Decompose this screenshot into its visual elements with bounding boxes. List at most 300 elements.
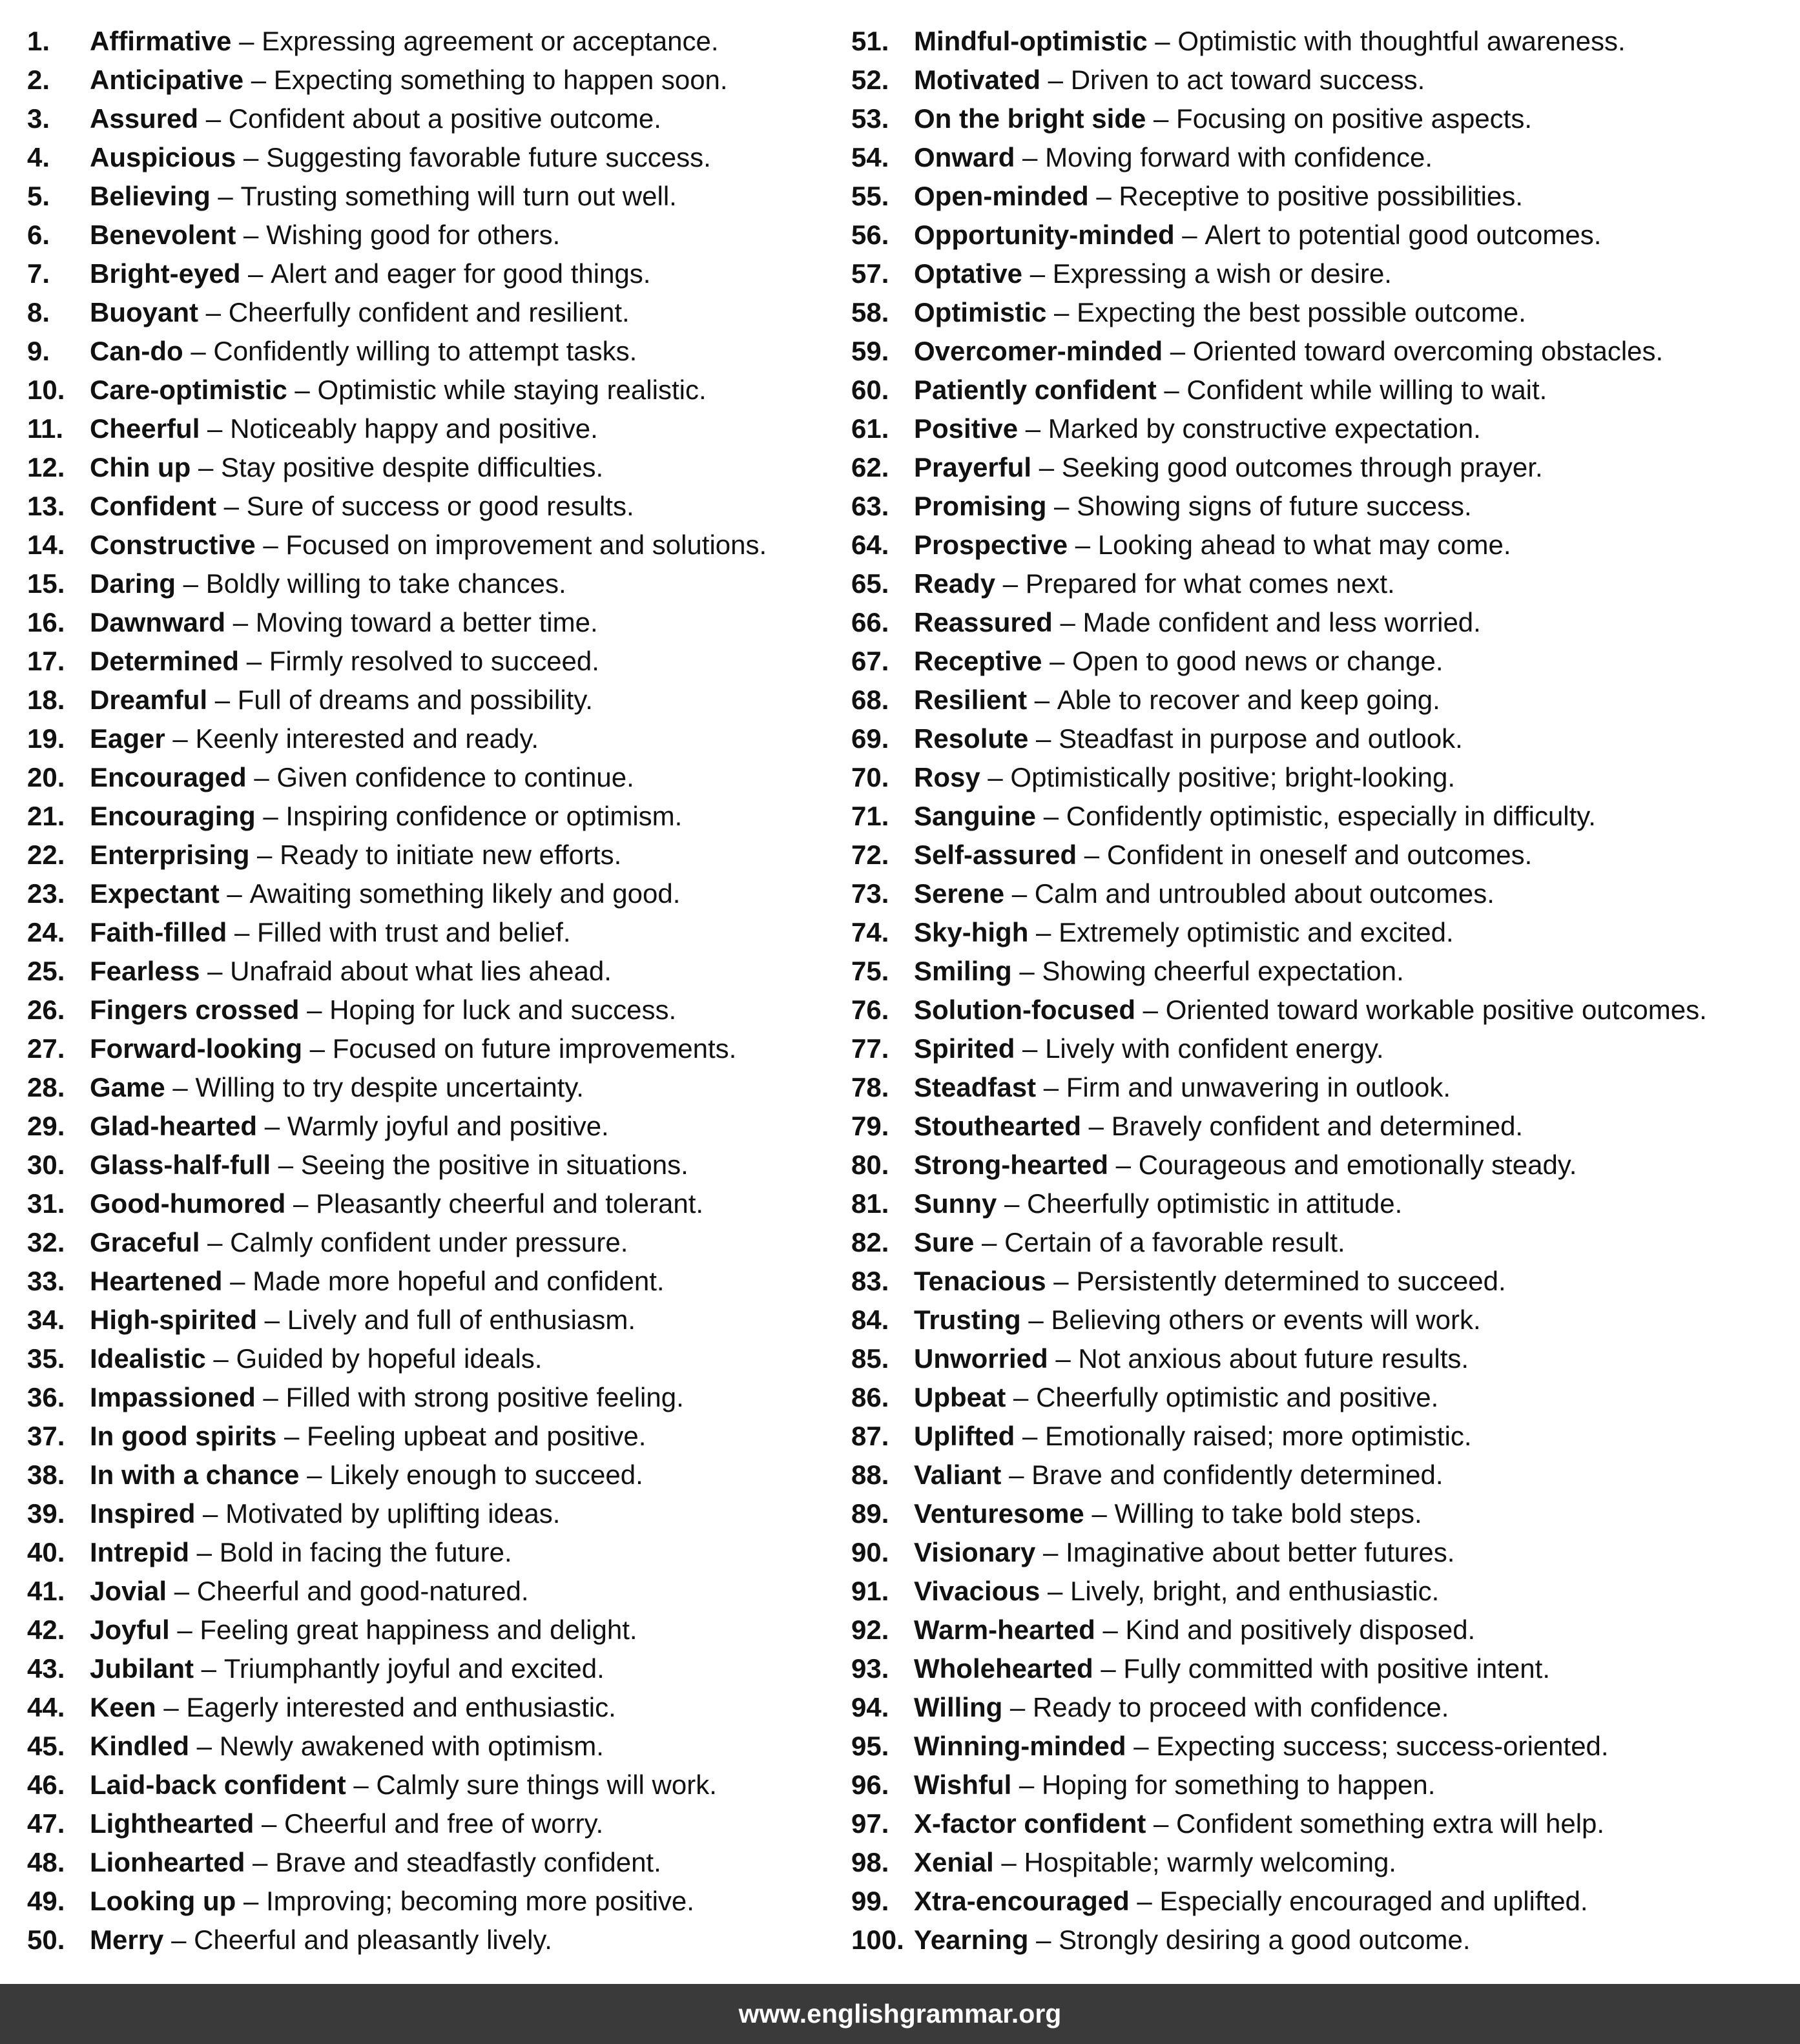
item-separator: – xyxy=(1077,840,1107,870)
item-definition: Certain of a favorable result. xyxy=(1004,1227,1345,1257)
list-item xyxy=(27,448,834,487)
item-definition: Moving toward a better time. xyxy=(255,607,598,637)
item-number: 79. xyxy=(851,1111,889,1141)
list-item xyxy=(27,642,834,681)
item-number: 37. xyxy=(27,1421,65,1451)
item-definition: Focused on future improvements. xyxy=(332,1033,737,1064)
list-item xyxy=(27,409,834,448)
item-number: 80. xyxy=(851,1150,889,1180)
item-term: Winning-minded xyxy=(914,1731,1126,1761)
item-definition: Marked by constructive expectation. xyxy=(1048,413,1481,444)
list-item xyxy=(27,1184,834,1223)
item-definition: Eagerly interested and enthusiastic. xyxy=(186,1692,616,1722)
list-item xyxy=(851,332,1788,371)
item-number: 88. xyxy=(851,1460,889,1490)
item-term: Assured xyxy=(90,103,199,134)
item-definition: Ready to initiate new efforts. xyxy=(280,840,622,870)
item-separator: – xyxy=(1040,1576,1071,1606)
item-definition: Lively and full of enthusiasm. xyxy=(287,1305,636,1335)
item-number: 24. xyxy=(27,917,65,947)
item-number: 43. xyxy=(27,1653,65,1684)
item-term: Vivacious xyxy=(914,1576,1040,1606)
item-number: 12. xyxy=(27,452,65,482)
item-definition: Confidently willing to attempt tasks. xyxy=(213,336,637,366)
list-item xyxy=(851,1766,1788,1804)
item-number: 83. xyxy=(851,1266,889,1296)
item-number: 1. xyxy=(27,26,50,56)
item-definition: Expressing a wish or desire. xyxy=(1052,258,1392,289)
item-definition: Bravely confident and determined. xyxy=(1111,1111,1524,1141)
item-separator: – xyxy=(1002,1692,1033,1722)
item-definition: Cheerful and pleasantly lively. xyxy=(194,1925,552,1955)
item-term: Intrepid xyxy=(90,1537,189,1567)
item-number: 94. xyxy=(851,1692,889,1722)
item-definition: Given confidence to continue. xyxy=(276,762,634,792)
item-number: 74. xyxy=(851,917,889,947)
item-number: 31. xyxy=(27,1188,65,1219)
item-definition: Awaiting something likely and good. xyxy=(249,878,681,909)
item-number: 20. xyxy=(27,762,65,792)
list-item xyxy=(851,1146,1788,1184)
item-definition: Brave and confidently determined. xyxy=(1031,1460,1443,1490)
item-definition: Receptive to positive possibilities. xyxy=(1119,181,1524,211)
list-item xyxy=(851,1068,1788,1107)
item-term: Overcomer-minded xyxy=(914,336,1163,366)
item-number: 78. xyxy=(851,1072,889,1102)
list-item xyxy=(851,448,1788,487)
item-separator: – xyxy=(200,413,231,444)
item-term: Buoyant xyxy=(90,297,198,327)
item-definition: Extremely optimistic and excited. xyxy=(1059,917,1454,947)
item-definition: Courageous and emotionally steady. xyxy=(1138,1150,1577,1180)
list-item xyxy=(27,22,834,61)
list-item xyxy=(851,99,1788,138)
item-term: Constructive xyxy=(90,530,256,560)
item-term: Enterprising xyxy=(90,840,250,870)
word-list-right-column xyxy=(851,22,1788,1959)
item-term: Resolute xyxy=(914,723,1029,754)
item-definition: Seeking good outcomes through prayer. xyxy=(1061,452,1543,482)
item-definition: Persistently determined to succeed. xyxy=(1076,1266,1506,1296)
item-definition: Imaginative about better futures. xyxy=(1066,1537,1455,1567)
item-number: 91. xyxy=(851,1576,889,1606)
item-separator: – xyxy=(299,1460,330,1490)
item-number: 71. xyxy=(851,801,889,831)
item-number: 84. xyxy=(851,1305,889,1335)
item-term: Patiently confident xyxy=(914,375,1157,405)
list-item xyxy=(851,22,1788,61)
item-definition: Boldly willing to take chances. xyxy=(205,568,566,599)
list-item xyxy=(27,1417,834,1456)
item-term: Strong-hearted xyxy=(914,1150,1109,1180)
item-number: 28. xyxy=(27,1072,65,1102)
item-number: 27. xyxy=(27,1033,65,1064)
item-number: 55. xyxy=(851,181,889,211)
item-definition: Noticeably happy and positive. xyxy=(230,413,598,444)
item-separator: – xyxy=(163,1925,194,1955)
item-number: 50. xyxy=(27,1925,65,1955)
item-number: 18. xyxy=(27,685,65,715)
item-term: Stouthearted xyxy=(914,1111,1082,1141)
item-number: 100. xyxy=(851,1925,904,1955)
item-separator: – xyxy=(227,917,258,947)
item-definition: Lively, bright, and enthusiastic. xyxy=(1070,1576,1440,1606)
list-item xyxy=(851,1804,1788,1843)
item-separator: – xyxy=(1006,1382,1037,1412)
item-term: Motivated xyxy=(914,65,1041,95)
item-term: Onward xyxy=(914,142,1015,172)
list-item xyxy=(27,564,834,603)
list-item xyxy=(851,642,1788,681)
list-item xyxy=(851,254,1788,293)
item-term: Idealistic xyxy=(90,1343,206,1374)
item-term: Cheerful xyxy=(90,413,200,444)
item-definition: Sure of success or good results. xyxy=(246,491,634,521)
item-separator: – xyxy=(1081,1111,1112,1141)
item-number: 44. xyxy=(27,1692,65,1722)
item-number: 10. xyxy=(27,375,65,405)
item-separator: – xyxy=(236,142,267,172)
item-definition: Trusting something will turn out well. xyxy=(240,181,677,211)
item-definition: Calmly sure things will work. xyxy=(376,1770,717,1800)
item-definition: Open to good news or change. xyxy=(1072,646,1443,676)
item-separator: – xyxy=(1095,1615,1126,1645)
list-item xyxy=(851,1417,1788,1456)
item-definition: Confident while willing to wait. xyxy=(1186,375,1547,405)
item-term: Positive xyxy=(914,413,1019,444)
list-item xyxy=(27,332,834,371)
item-separator: – xyxy=(1028,917,1059,947)
item-term: Venturesome xyxy=(914,1498,1084,1529)
item-number: 54. xyxy=(851,142,889,172)
item-number: 97. xyxy=(851,1808,889,1839)
list-item xyxy=(27,1843,834,1882)
list-item xyxy=(27,293,834,332)
item-separator: – xyxy=(346,1770,377,1800)
item-separator: – xyxy=(1088,181,1119,211)
list-item xyxy=(27,797,834,836)
list-item xyxy=(851,1339,1788,1378)
item-separator: – xyxy=(1126,1731,1157,1761)
item-number: 7. xyxy=(27,258,50,289)
list-item xyxy=(851,1107,1788,1146)
list-item xyxy=(27,913,834,952)
list-item xyxy=(27,1107,834,1146)
item-term: Optimistic xyxy=(914,297,1047,327)
item-number: 49. xyxy=(27,1886,65,1916)
item-definition: Especially encouraged and uplifted. xyxy=(1159,1886,1588,1916)
item-separator: – xyxy=(993,1847,1024,1877)
item-separator: – xyxy=(1146,1808,1177,1839)
item-number: 30. xyxy=(27,1150,65,1180)
list-item xyxy=(851,603,1788,642)
item-number: 11. xyxy=(27,413,64,444)
list-item xyxy=(851,1649,1788,1688)
item-number: 52. xyxy=(851,65,889,95)
list-item xyxy=(851,61,1788,99)
item-separator: – xyxy=(1020,1305,1051,1335)
item-definition: Firmly resolved to succeed. xyxy=(269,646,599,676)
item-term: Optative xyxy=(914,258,1023,289)
list-item xyxy=(27,61,834,99)
item-term: Visionary xyxy=(914,1537,1036,1567)
item-term: Expectant xyxy=(90,878,220,909)
list-item xyxy=(851,1572,1788,1611)
item-definition: Guided by hopeful ideals. xyxy=(236,1343,543,1374)
item-term: In good spirits xyxy=(90,1421,277,1451)
item-term: Smiling xyxy=(914,956,1012,986)
item-term: Valiant xyxy=(914,1460,1002,1490)
item-separator: – xyxy=(207,685,238,715)
item-definition: Strongly desiring a good outcome. xyxy=(1059,1925,1471,1955)
item-definition: Looking ahead to what may come. xyxy=(1097,530,1511,560)
item-separator: – xyxy=(1129,1886,1160,1916)
item-separator: – xyxy=(1018,413,1048,444)
item-number: 38. xyxy=(27,1460,65,1490)
item-separator: – xyxy=(1174,220,1205,250)
item-term: Rosy xyxy=(914,762,980,792)
item-number: 40. xyxy=(27,1537,65,1567)
list-item xyxy=(851,1223,1788,1262)
item-term: Can-do xyxy=(90,336,183,366)
item-definition: Filled with strong positive feeling. xyxy=(285,1382,684,1412)
list-item xyxy=(851,1494,1788,1533)
item-term: High-spirited xyxy=(90,1305,257,1335)
item-definition: Able to recover and keep going. xyxy=(1057,685,1440,715)
footer-banner xyxy=(0,1984,1800,2044)
item-definition: Inspiring confidence or optimism. xyxy=(285,801,683,831)
item-number: 95. xyxy=(851,1731,889,1761)
item-term: Opportunity-minded xyxy=(914,220,1175,250)
item-separator: – xyxy=(1108,1150,1139,1180)
item-number: 32. xyxy=(27,1227,65,1257)
list-item xyxy=(851,1029,1788,1068)
list-item xyxy=(27,1262,834,1301)
item-definition: Prepared for what comes next. xyxy=(1025,568,1395,599)
item-definition: Moving forward with confidence. xyxy=(1045,142,1433,172)
list-item xyxy=(851,564,1788,603)
item-separator: – xyxy=(1048,1343,1079,1374)
item-term: Anticipative xyxy=(90,65,244,95)
item-term: Resilient xyxy=(914,685,1028,715)
item-definition: Expressing agreement or acceptance. xyxy=(262,26,719,56)
item-definition: Expecting success; success-oriented. xyxy=(1156,1731,1609,1761)
list-item xyxy=(27,1611,834,1649)
item-term: Glad-hearted xyxy=(90,1111,258,1141)
item-term: Eager xyxy=(90,723,165,754)
item-definition: Showing signs of future success. xyxy=(1077,491,1472,521)
item-number: 98. xyxy=(851,1847,889,1877)
item-term: Unworried xyxy=(914,1343,1048,1374)
item-term: Tenacious xyxy=(914,1266,1046,1296)
item-number: 16. xyxy=(27,607,65,637)
item-number: 89. xyxy=(851,1498,889,1529)
item-number: 21. xyxy=(27,801,65,831)
item-definition: Triumphantly joyful and excited. xyxy=(223,1653,605,1684)
item-term: Wishful xyxy=(914,1770,1012,1800)
item-definition: Hoping for something to happen. xyxy=(1041,1770,1436,1800)
item-definition: Made more hopeful and confident. xyxy=(253,1266,665,1296)
list-item xyxy=(27,177,834,216)
item-separator: – xyxy=(255,801,286,831)
list-item xyxy=(27,1921,834,1959)
item-term: Xenial xyxy=(914,1847,994,1877)
item-separator: – xyxy=(302,1033,333,1064)
item-separator: – xyxy=(271,1150,301,1180)
item-definition: Not anxious about future results. xyxy=(1078,1343,1469,1374)
item-term: Kindled xyxy=(90,1731,189,1761)
list-item xyxy=(27,1301,834,1339)
item-separator: – xyxy=(1084,1498,1115,1529)
list-item xyxy=(27,1649,834,1688)
list-item xyxy=(27,1533,834,1572)
item-definition: Alert and eager for good things. xyxy=(271,258,651,289)
item-term: Inspired xyxy=(90,1498,196,1529)
item-number: 13. xyxy=(27,491,65,521)
item-term: Lighthearted xyxy=(90,1808,254,1839)
list-item xyxy=(851,1262,1788,1301)
item-term: In with a chance xyxy=(90,1460,300,1490)
list-item xyxy=(27,216,834,254)
item-separator: – xyxy=(1156,375,1187,405)
list-item xyxy=(27,526,834,564)
item-number: 93. xyxy=(851,1653,889,1684)
item-definition: Steadfast in purpose and outlook. xyxy=(1059,723,1463,754)
item-number: 62. xyxy=(851,452,889,482)
item-number: 81. xyxy=(851,1188,889,1219)
item-definition: Oriented toward workable positive outcomes. xyxy=(1165,995,1707,1025)
item-separator: – xyxy=(255,1382,286,1412)
item-separator: – xyxy=(285,1188,316,1219)
item-term: Game xyxy=(90,1072,165,1102)
item-definition: Unafraid about what lies ahead. xyxy=(230,956,612,986)
item-term: Open-minded xyxy=(914,181,1089,211)
item-separator: – xyxy=(1015,142,1046,172)
item-number: 73. xyxy=(851,878,889,909)
item-term: Encouraged xyxy=(90,762,247,792)
item-separator: – xyxy=(1001,1460,1032,1490)
item-separator: – xyxy=(198,297,229,327)
item-definition: Driven to act toward success. xyxy=(1070,65,1425,95)
item-number: 6. xyxy=(27,220,50,250)
item-separator: – xyxy=(255,530,286,560)
item-definition: Believing others or events will work. xyxy=(1051,1305,1481,1335)
item-number: 19. xyxy=(27,723,65,754)
item-number: 90. xyxy=(851,1537,889,1567)
item-number: 14. xyxy=(27,530,65,560)
item-separator: – xyxy=(210,181,241,211)
item-term: Spirited xyxy=(914,1033,1015,1064)
item-definition: Made confident and less worried. xyxy=(1082,607,1481,637)
item-separator: – xyxy=(219,878,250,909)
list-item xyxy=(851,836,1788,874)
list-item xyxy=(27,681,834,719)
item-term: Upbeat xyxy=(914,1382,1006,1412)
item-definition: Bold in facing the future. xyxy=(219,1537,512,1567)
item-definition: Optimistic with thoughtful awareness. xyxy=(1177,26,1626,56)
item-number: 47. xyxy=(27,1808,65,1839)
list-item xyxy=(27,1068,834,1107)
item-definition: Confident about a positive outcome. xyxy=(228,103,661,134)
item-separator: – xyxy=(1052,607,1083,637)
item-number: 17. xyxy=(27,646,65,676)
item-number: 25. xyxy=(27,956,65,986)
item-number: 53. xyxy=(851,103,889,134)
list-item xyxy=(851,371,1788,409)
list-item xyxy=(851,1611,1788,1649)
item-definition: Cheerful and good-natured. xyxy=(196,1576,529,1606)
list-item xyxy=(27,1766,834,1804)
item-term: Heartened xyxy=(90,1266,223,1296)
item-term: Forward-looking xyxy=(90,1033,302,1064)
item-definition: Full of dreams and possibility. xyxy=(237,685,593,715)
item-term: Steadfast xyxy=(914,1072,1037,1102)
list-item xyxy=(851,1727,1788,1766)
item-separator: – xyxy=(1163,336,1193,366)
item-separator: – xyxy=(257,1305,287,1335)
item-term: Merry xyxy=(90,1925,164,1955)
item-term: Prospective xyxy=(914,530,1068,560)
item-term: Prayerful xyxy=(914,452,1032,482)
list-item xyxy=(851,1456,1788,1494)
item-number: 4. xyxy=(27,142,50,172)
item-definition: Newly awakened with optimism. xyxy=(219,1731,604,1761)
item-separator: – xyxy=(245,1847,276,1877)
item-definition: Motivated by uplifting ideas. xyxy=(225,1498,561,1529)
item-term: Solution-focused xyxy=(914,995,1135,1025)
item-separator: – xyxy=(1031,452,1062,482)
item-separator: – xyxy=(1146,103,1177,134)
item-definition: Expecting something to happen soon. xyxy=(273,65,728,95)
list-item xyxy=(851,1921,1788,1959)
item-number: 56. xyxy=(851,220,889,250)
list-item xyxy=(27,254,834,293)
item-number: 96. xyxy=(851,1770,889,1800)
item-separator: – xyxy=(287,375,318,405)
item-definition: Alert to potential good outcomes. xyxy=(1205,220,1602,250)
item-separator: – xyxy=(1015,1421,1046,1451)
list-item xyxy=(851,1301,1788,1339)
item-term: Sunny xyxy=(914,1188,997,1219)
item-separator: – xyxy=(1147,26,1178,56)
item-separator: – xyxy=(165,1072,196,1102)
item-term: Daring xyxy=(90,568,176,599)
item-separator: – xyxy=(195,1498,226,1529)
item-separator: – xyxy=(1027,685,1057,715)
item-definition: Cheerfully optimistic in attitude. xyxy=(1027,1188,1403,1219)
item-separator: – xyxy=(167,1576,197,1606)
item-number: 86. xyxy=(851,1382,889,1412)
item-number: 82. xyxy=(851,1227,889,1257)
item-number: 42. xyxy=(27,1615,65,1645)
list-item xyxy=(27,1146,834,1184)
item-separator: – xyxy=(1028,1925,1059,1955)
item-separator: – xyxy=(205,1343,236,1374)
item-term: Believing xyxy=(90,181,211,211)
item-term: Faith-filled xyxy=(90,917,227,947)
item-number: 58. xyxy=(851,297,889,327)
list-item xyxy=(851,681,1788,719)
item-definition: Hospitable; warmly welcoming. xyxy=(1024,1847,1396,1877)
item-term: Ready xyxy=(914,568,996,599)
list-item xyxy=(851,1184,1788,1223)
item-definition: Likely enough to succeed. xyxy=(329,1460,643,1490)
item-separator: – xyxy=(194,1653,224,1684)
item-definition: Wishing good for others. xyxy=(266,220,561,250)
item-term: X-factor confident xyxy=(914,1808,1146,1839)
item-term: Jovial xyxy=(90,1576,167,1606)
item-number: 48. xyxy=(27,1847,65,1877)
